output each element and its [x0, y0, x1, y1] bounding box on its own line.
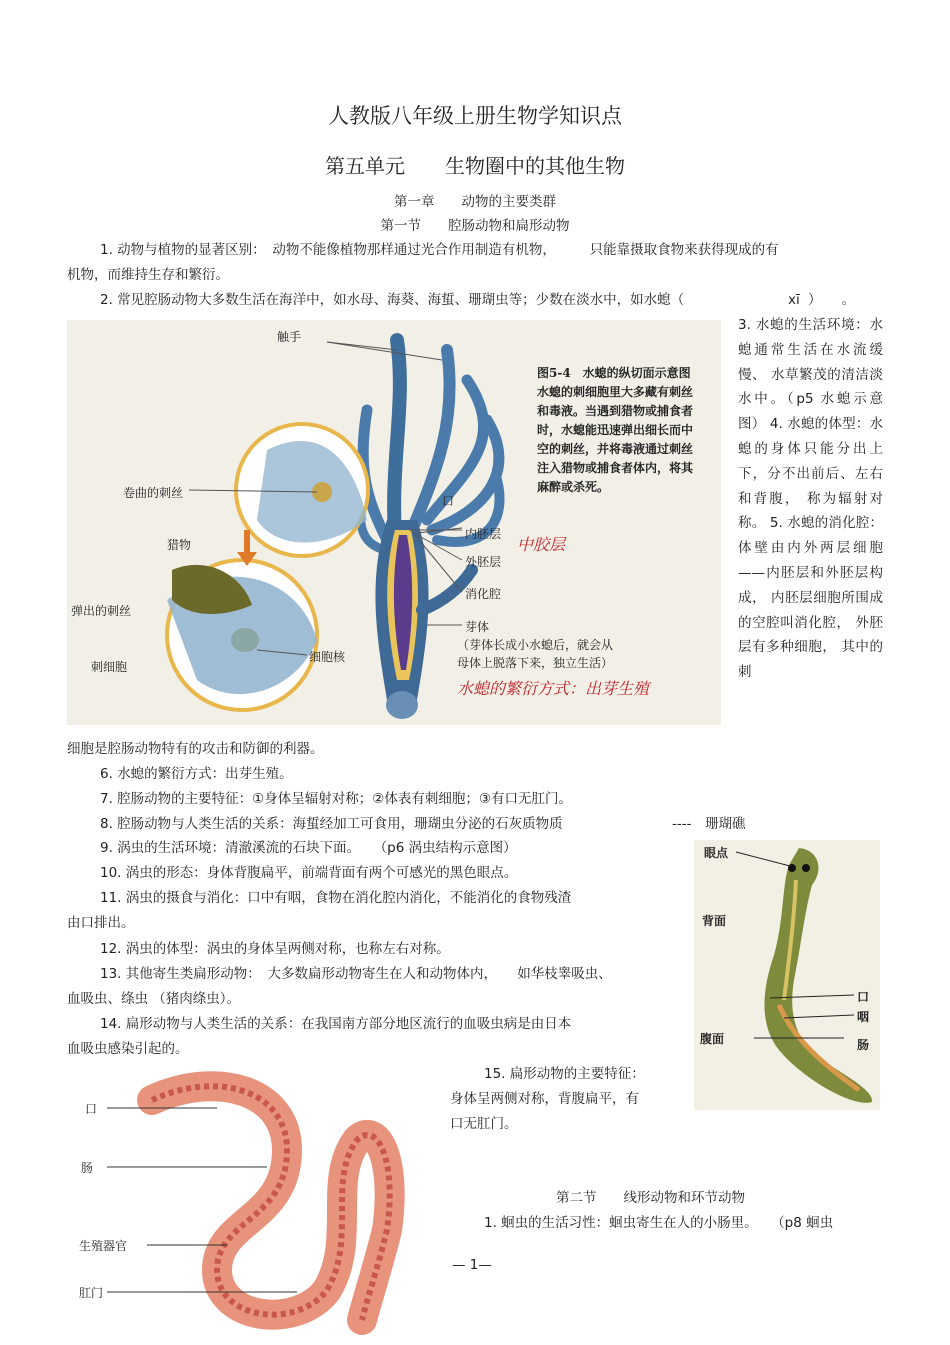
- roundworm-illustration: [67, 1070, 437, 1340]
- handwritten-reproduction: 水螅的繁衍方式：出芽生殖: [457, 679, 650, 698]
- label-dorsal: 背面: [702, 914, 727, 928]
- caption-line-6: 注入猎物或捕食者体内，将其: [537, 461, 694, 475]
- caption-line-1: 图5-4 水螅的纵切面示意图: [537, 366, 691, 380]
- caption-line-2: 水螅的刺细胞里大多藏有刺丝: [537, 385, 694, 399]
- label-tentacle: 触手: [277, 330, 302, 344]
- label-nucleus: 细胞核: [309, 650, 346, 664]
- paragraph-7: 7. 腔肠动物的主要特征：①身体呈辐射对称；②体表有刺细胞；③有口无肛门。: [100, 791, 572, 807]
- paragraph-13a: 13. 其他寄生类扁形动物： 大多数扁形动物寄生在人和动物体内， 如华枝睾吸虫、: [100, 966, 612, 982]
- paragraph-5-end: 细胞是腔肠动物特有的攻击和防御的利器。: [67, 741, 324, 757]
- label-bud: 芽体: [465, 620, 490, 634]
- paragraph-12: 12. 涡虫的体型：涡虫的身体呈两侧对称，也称左右对称。: [100, 941, 450, 957]
- paragraph-14b: 血吸虫感染引起的。: [67, 1041, 189, 1057]
- section-title: 第一节 腔肠动物和扁形动物: [380, 218, 570, 234]
- paragraph-6: 6. 水螅的繁衍方式：出芽生殖。: [100, 766, 293, 782]
- label-mouth: 口: [857, 990, 870, 1004]
- planaria-illustration: [694, 840, 880, 1110]
- label-ventral: 腹面: [700, 1032, 725, 1046]
- paragraph-15a: 15. 扁形动物的主要特征：: [484, 1066, 645, 1082]
- paragraph-8b: ---- 珊瑚礁: [672, 816, 746, 832]
- label-anus: 肛门: [79, 1286, 104, 1300]
- caption-line-3: 和毒液。当遇到猎物或捕食者: [537, 404, 694, 418]
- paragraph-2-pinyin: xī: [788, 292, 800, 308]
- bud-note-line-1: （芽体长成小水螅后，就会从: [457, 638, 614, 652]
- paragraph-15c: 口无肛门。: [450, 1116, 518, 1132]
- label-digestive-cavity: 消化腔: [465, 587, 502, 601]
- paragraph-11a: 11. 涡虫的摄食与消化：口中有咽，食物在消化腔内消化，不能消化的食物残渣: [100, 890, 572, 906]
- paragraph-11b: 由口排出。: [67, 915, 135, 931]
- planaria-figure: [694, 840, 880, 1110]
- section2-paragraph-1: 1. 蛔虫的生活习性：蛔虫寄生在人的小肠里。 （p8 蛔虫: [484, 1215, 834, 1231]
- paragraph-10: 10. 涡虫的形态：身体背腹扁平，前端背面有两个可感光的黑色眼点。: [100, 865, 518, 881]
- label-prey: 猎物: [167, 538, 192, 552]
- paragraph-1b: 机物，而维持生存和繁衍。: [67, 267, 229, 283]
- label-intestine: 肠: [81, 1161, 94, 1175]
- label-coiled-thread: 卷曲的刺丝: [123, 486, 184, 500]
- paragraph-9: 9. 涡虫的生活环境：清澈溪流的石块下面。 （p6 涡虫结构示意图）: [100, 840, 517, 856]
- paragraph-15b: 身体呈两侧对称，背腹扁平，有: [450, 1091, 639, 1107]
- label-ectoderm: 外胚层: [465, 555, 502, 569]
- caption-line-5: 空的刺丝，并将毒液通过刺丝: [537, 442, 694, 456]
- paragraph-14a: 14. 扁形动物与人类生活的关系：在我国南方部分地区流行的血吸虫病是由日本: [100, 1016, 572, 1032]
- label-endoderm: 内胚层: [465, 527, 502, 541]
- roundworm-figure: [67, 1070, 437, 1340]
- paragraph-1a: 1. 动物与植物的显著区别： 动物不能像植物那样通过光合作用制造有机物， 只能靠摄取食物来获得现成的有: [100, 242, 779, 258]
- handwritten-mesoglea: 中胶层: [517, 535, 566, 554]
- label-mouth: 口: [85, 1102, 98, 1116]
- label-pharynx: 咽: [857, 1010, 870, 1024]
- paragraph-13b: 血吸虫、绦虫 （猪肉绦虫）。: [67, 991, 241, 1007]
- hydra-caption: [537, 364, 693, 497]
- page-number: — 1—: [452, 1257, 492, 1273]
- hydra-figure: [67, 320, 721, 725]
- label-reproductive-organ: 生殖器官: [79, 1239, 128, 1253]
- section2-title: 第二节 线形动物和环节动物: [556, 1190, 745, 1206]
- bud-note: [457, 636, 613, 672]
- label-intestine: 肠: [857, 1038, 870, 1052]
- unit-title: 第五单元 生物圈中的其他生物: [325, 154, 625, 178]
- paragraph-8a: 8. 腔肠动物与人类生活的关系：海蜇经加工可食用，珊瑚虫分泌的石灰质物质: [100, 816, 563, 832]
- side-column-text: 3. 水螅的生活环境：水螅通常生活在水流缓慢、 水草繁茂的清洁淡水中。（p5 水螅示意图） 4. 水螅的体型：水螅的身体只能分出上下，分不出前后、左右和背腹， 称为辐射对称。 5. 水螅的消化腔：体壁由内外两层细胞——内胚层和外胚层构成， 内胚层细胞所围成的空腔叫消化腔， 外胚层有多种细胞， 其中的刺: [738, 317, 883, 681]
- paragraph-2c: ） 。: [808, 292, 856, 308]
- label-mouth: 口: [442, 494, 455, 508]
- bud-note-line-2: 母体上脱落下来，独立生活）: [457, 656, 614, 670]
- label-eyespot: 眼点: [704, 846, 729, 860]
- label-ejected-thread: 弹出的刺丝: [71, 604, 132, 618]
- caption-line-4: 时，水螅能迅速弹出细长而中: [537, 423, 694, 437]
- paragraph-2a: 2. 常见腔肠动物大多数生活在海洋中，如水母、海葵、海蜇、珊瑚虫等；少数在淡水中，如水螅（: [100, 292, 685, 308]
- document-title: 人教版八年级上册生物学知识点: [328, 104, 622, 128]
- label-cnidocyte: 刺细胞: [91, 660, 128, 674]
- caption-line-7: 麻醉或杀死。: [537, 480, 610, 494]
- chapter-title: 第一章 动物的主要类群: [394, 194, 556, 210]
